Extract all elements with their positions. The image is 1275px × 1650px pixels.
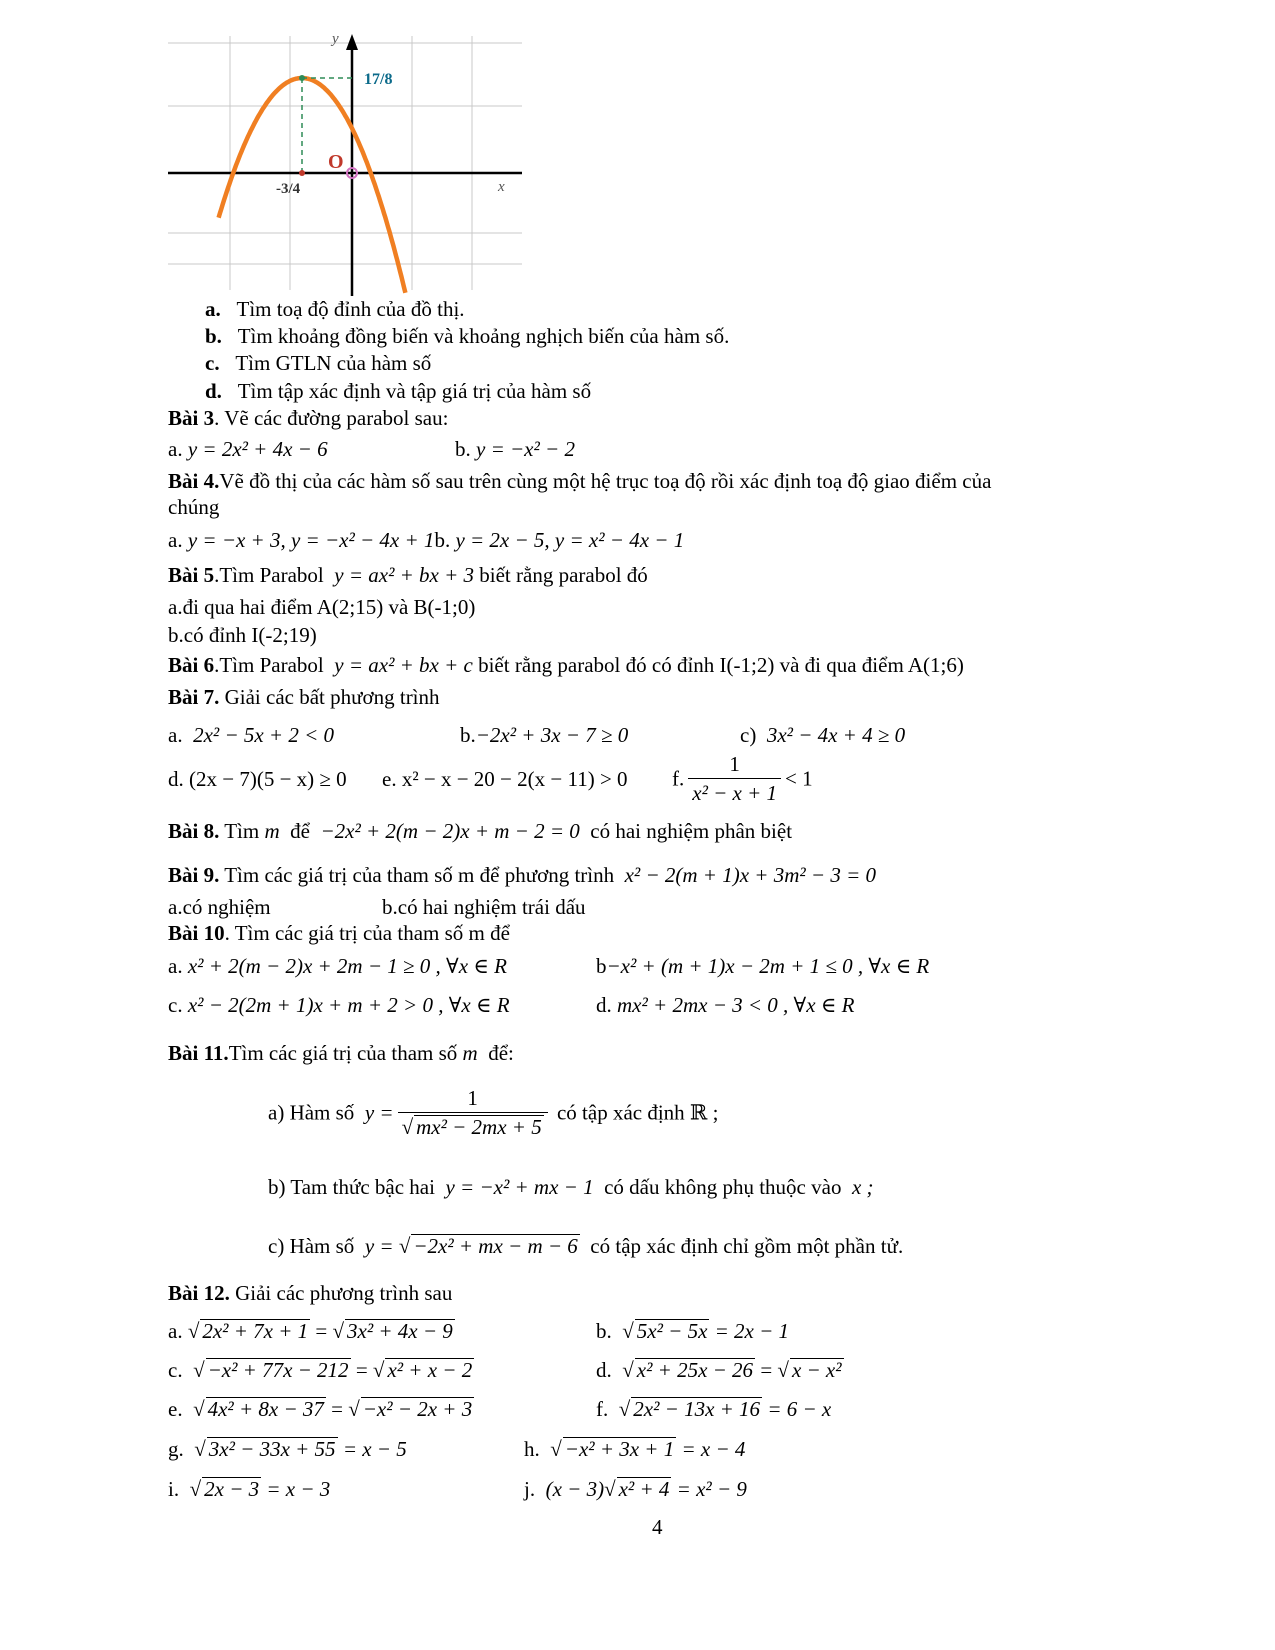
bai7-d: d. (2x − 7)(5 − x) ≥ 0 — [168, 767, 347, 791]
grid — [168, 36, 522, 290]
bai5-b: b.có đỉnh I(-2;19) — [168, 623, 317, 647]
bai8: Bài 8. Tìm m để −2x² + 2(m − 2)x + m − 2 = 0 có hai nghiệm phân biệt — [168, 819, 793, 843]
bai2-c: c. Tìm GTLN của hàm số — [205, 351, 432, 375]
bai2-b: b. Tìm khoảng đồng biến và khoảng nghịch biến của hàm số. — [205, 324, 730, 348]
bai3-a: a. y = 2x² + 4x − 6 — [168, 437, 328, 461]
bai12-item: e. √ 4x² + 8x − 37 = √ −x² − 2x + 3 — [168, 1397, 473, 1421]
bai11-heading: Bài 11.Tìm các giá trị của tham số m để: — [168, 1041, 514, 1065]
x-axis-label: x — [498, 179, 505, 195]
bai2-a: a. Tìm toạ độ đỉnh của đồ thị. — [205, 297, 465, 321]
page-number: 4 — [652, 1515, 663, 1539]
bai9-a: a.có nghiệm — [168, 895, 271, 919]
y-axis-label: y — [332, 31, 339, 47]
bai7-b: b.−2x² + 3x − 7 ≥ 0 — [460, 723, 629, 747]
bai5-a: a.đi qua hai điểm A(2;15) và B(-1;0) — [168, 595, 476, 619]
vertex-x-label: -3/4 — [276, 181, 301, 197]
bai12-item: f. √ 2x² − 13x + 16 = 6 − x — [596, 1397, 832, 1421]
bai12-item: c. √ −x² + 77x − 212 = √ x² + x − 2 — [168, 1358, 473, 1382]
bai4-heading-cont: chúng — [168, 495, 220, 519]
bai10-heading: Bài 10. Tìm các giá trị của tham số m để — [168, 921, 510, 945]
bai7-c: c) 3x² − 4x + 4 ≥ 0 — [740, 723, 906, 747]
bai9-b: b.có hai nghiệm trái dấu — [382, 895, 586, 919]
bai3-heading: Bài 3. Vẽ các đường parabol sau: — [168, 406, 449, 430]
bai10-d: d. mx² + 2mx − 3 < 0 , ∀x ∈ R — [596, 993, 855, 1017]
bai7-f: f. $\frac{1}{\text{x² − x + 1}}$ < 1 — [672, 752, 813, 805]
bai12-item: g. √ 3x² − 33x + 55 = x − 5 — [168, 1437, 407, 1461]
bai7-e: e. x² − x − 20 − 2(x − 11) > 0 — [382, 767, 628, 791]
bai3-b: b. y = −x² − 2 — [455, 437, 575, 461]
bai5-heading: Bài 5.Tìm Parabol y = ax² + bx + 3 biết rằng parabol đó — [168, 563, 648, 587]
parabola-graph — [160, 28, 530, 296]
bai7-heading: Bài 7. Giải các bất phương trình — [168, 685, 440, 709]
vertex-y-label: 17/8 — [364, 71, 393, 88]
parabola-curve — [219, 78, 406, 293]
vertex-point — [299, 75, 305, 81]
bai6-heading: Bài 6.Tìm Parabol y = ax² + bx + c biết rằng parabol đó có đỉnh I(-1;2) và đi qua điểm A(1;6) — [168, 653, 964, 677]
bai12-item: a. √ 2x² + 7x + 1 = √ 3x² + 4x − 9 — [168, 1319, 453, 1343]
bai11-c: c) Hàm số y = √ −2x² + mx − m − 6 có tập xác định chỉ gồm một phần tử. — [268, 1234, 904, 1258]
bai2-d: d. Tìm tập xác định và tập giá trị của hàm số — [205, 379, 592, 403]
bai11-b: b) Tam thức bậc hai y = −x² + mx − 1 có dấu không phụ thuộc vào x ; — [268, 1175, 874, 1199]
bai12-item: h. √ −x² + 3x + 1 = x − 4 — [524, 1437, 746, 1461]
x-tick-point — [299, 170, 305, 176]
bai12-item: b. √ 5x² − 5x = 2x − 1 — [596, 1319, 790, 1343]
bai12-item: i. √ 2x − 3 = x − 3 — [168, 1477, 331, 1501]
y-axis-arrow — [346, 34, 358, 50]
bai10-a: a. x² + 2(m − 2)x + 2m − 1 ≥ 0 , ∀x ∈ R — [168, 954, 507, 978]
bai11-a: a) Hàm số y = $\frac{1}{\text{√ mx² − 2mx + 5}}$ có tập xác định ℝ ; — [268, 1086, 719, 1139]
bai7-a: a. 2x² − 5x + 2 < 0 — [168, 723, 335, 747]
bai4-heading: Bài 4.Vẽ đồ thị của các hàm số sau trên cùng một hệ trục toạ độ rồi xác định toạ độ giao điểm của — [168, 469, 992, 493]
bai4-ab: a. y = −x + 3, y = −x² − 4x + 1b. y = 2x − 5, y = x² − 4x − 1 — [168, 528, 685, 552]
bai12-item: j. (x − 3)√ x² + 4 = x² − 9 — [524, 1477, 747, 1501]
origin-label: O — [328, 151, 344, 173]
bai12-heading: Bài 12. Giải các phương trình sau — [168, 1281, 453, 1305]
bai10-c: c. x² − 2(2m + 1)x + m + 2 > 0 , ∀x ∈ R — [168, 993, 510, 1017]
bai10-b: b−x² + (m + 1)x − 2m + 1 ≤ 0 , ∀x ∈ R — [596, 954, 930, 978]
bai9-heading: Bài 9. Tìm các giá trị của tham số m để phương trình x² − 2(m + 1)x + 3m² − 3 = 0 — [168, 863, 877, 887]
bai12-item: d. √ x² + 25x − 26 = √ x − x² — [596, 1358, 842, 1382]
